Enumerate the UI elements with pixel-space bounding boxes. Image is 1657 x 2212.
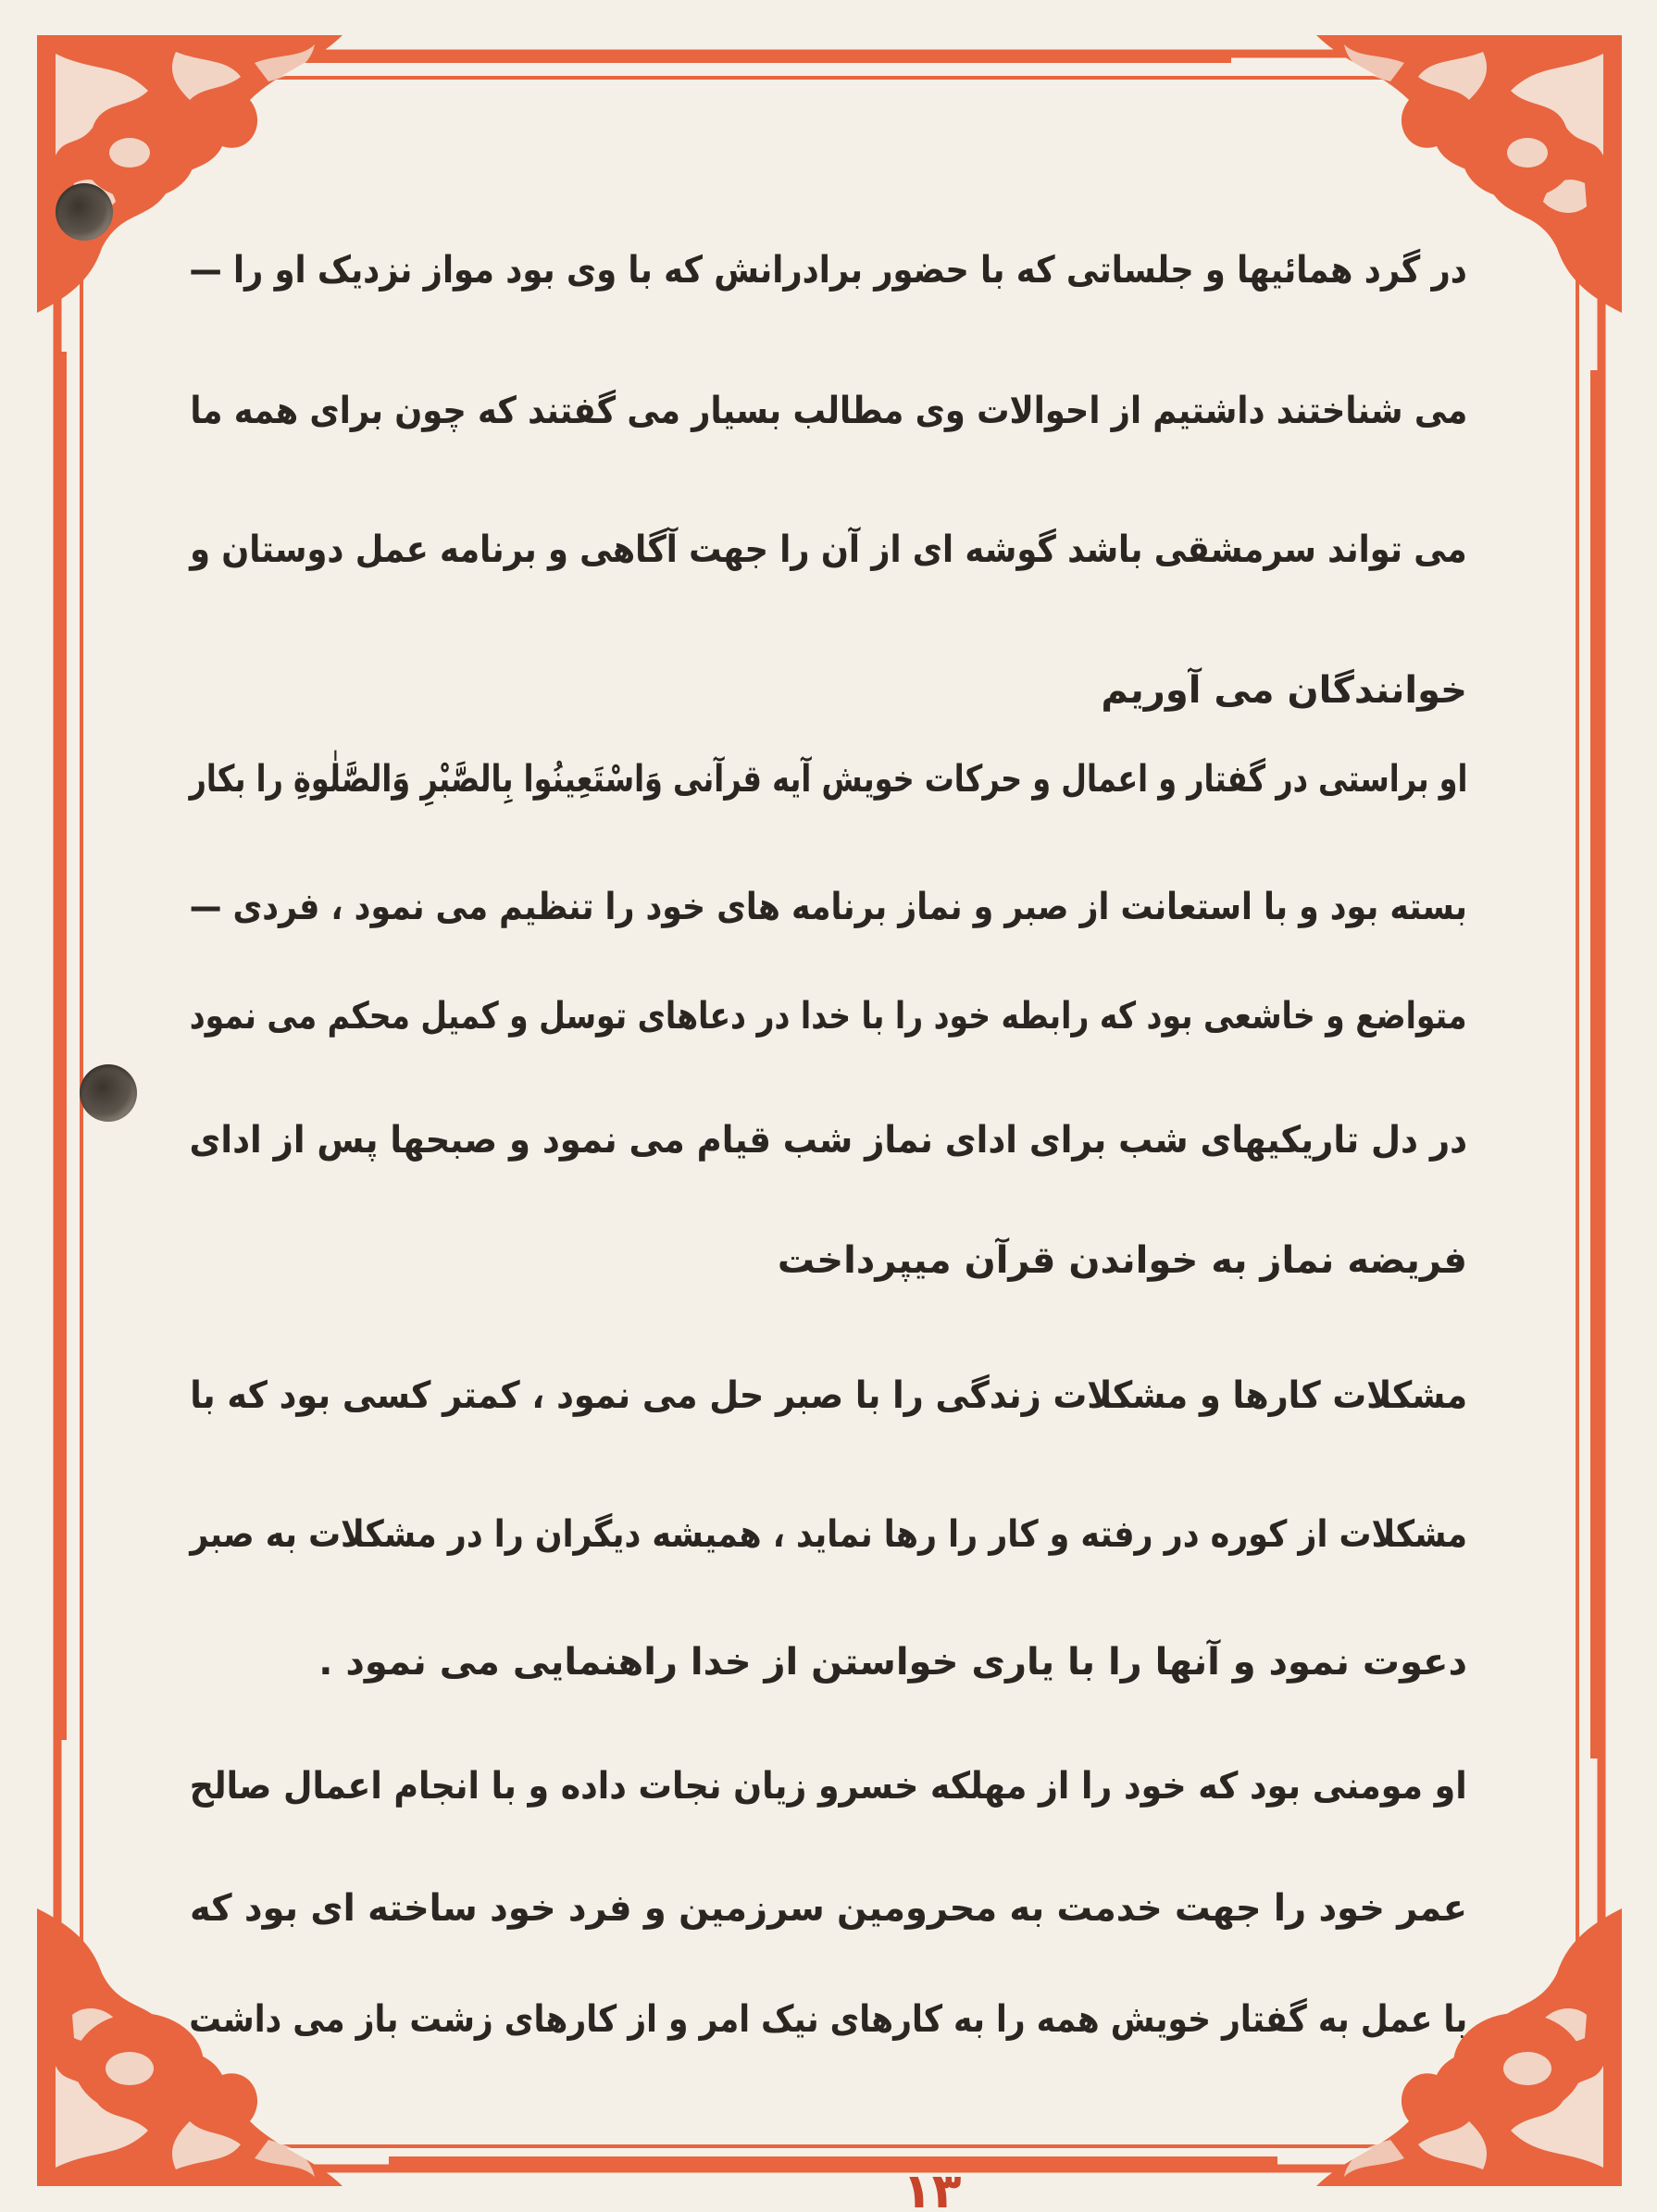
text-line-11: مشکلات از کوره در رفته و کار را رها نماید ، همیشه دیگران را در مشکلات به صبر [190,1513,1467,1556]
text-line-9: فریضه نماز به خواندن قرآن میپرداخت [777,1239,1467,1282]
binder-hole-top [56,183,113,241]
text-line-13: او مومنی بود که خود را از مهلکه خسرو زیان نجات داده و با انجام اعمال صالح [190,1765,1467,1808]
text-line-4: خوانندگان می آوریم [1101,669,1467,712]
page-number: ۱۳ [903,2164,962,2212]
text-line-12: دعوت نمود و آنها را با یاری خواستن از خدا راهنمایی می نمود . [318,1641,1467,1684]
text-line-7: متواضع و خاشعی بود که رابطه خود را با خدا در دعاهای توسل و کمیل محکم می نمود [190,995,1467,1038]
text-line-6: بسته بود و با استعانت از صبر و نماز برنامه های خود را تنظیم می نمود ، فردی — [189,886,1467,928]
text-line-14: عمر خود را جهت خدمت به محرومین سرزمین و فرد خود ساخته ای بود که [189,1887,1467,1930]
text-line-2: می شناختند داشتیم از احوالات وی مطالب بسیار می گفتند که چون برای همه ما [190,390,1467,432]
text-line-10: مشکلات کارها و مشکلات زندگی را با صبر حل می نمود ، کمتر کسی بود که با [190,1374,1467,1417]
binder-hole-middle [80,1064,137,1122]
text-line-5: او براستی در گفتار و اعمال و حرکات خویش آیه قرآنی وَاسْتَعِینُوا بِالصَّبْرِ وَالصَّلٰوةِ را بکار [189,758,1467,801]
text-line-3: می تواند سرمشقی باشد گوشه ای از آن را جهت آگاهی و برنامه عمل دوستان و [190,528,1467,571]
text-line-15: با عمل به گفتار خویش همه را به کارهای نیک امر و از کارهای زشت باز می داشت [188,1998,1467,2041]
text-line-1: در گرد همائیها و جلساتی که با حضور برادرانش که با وی بود مواز نزدیک او را — [189,249,1467,292]
text-line-8: در دل تاریکیهای شب برای ادای نماز شب قیام می نمود و صبحها پس از ادای [189,1119,1467,1162]
